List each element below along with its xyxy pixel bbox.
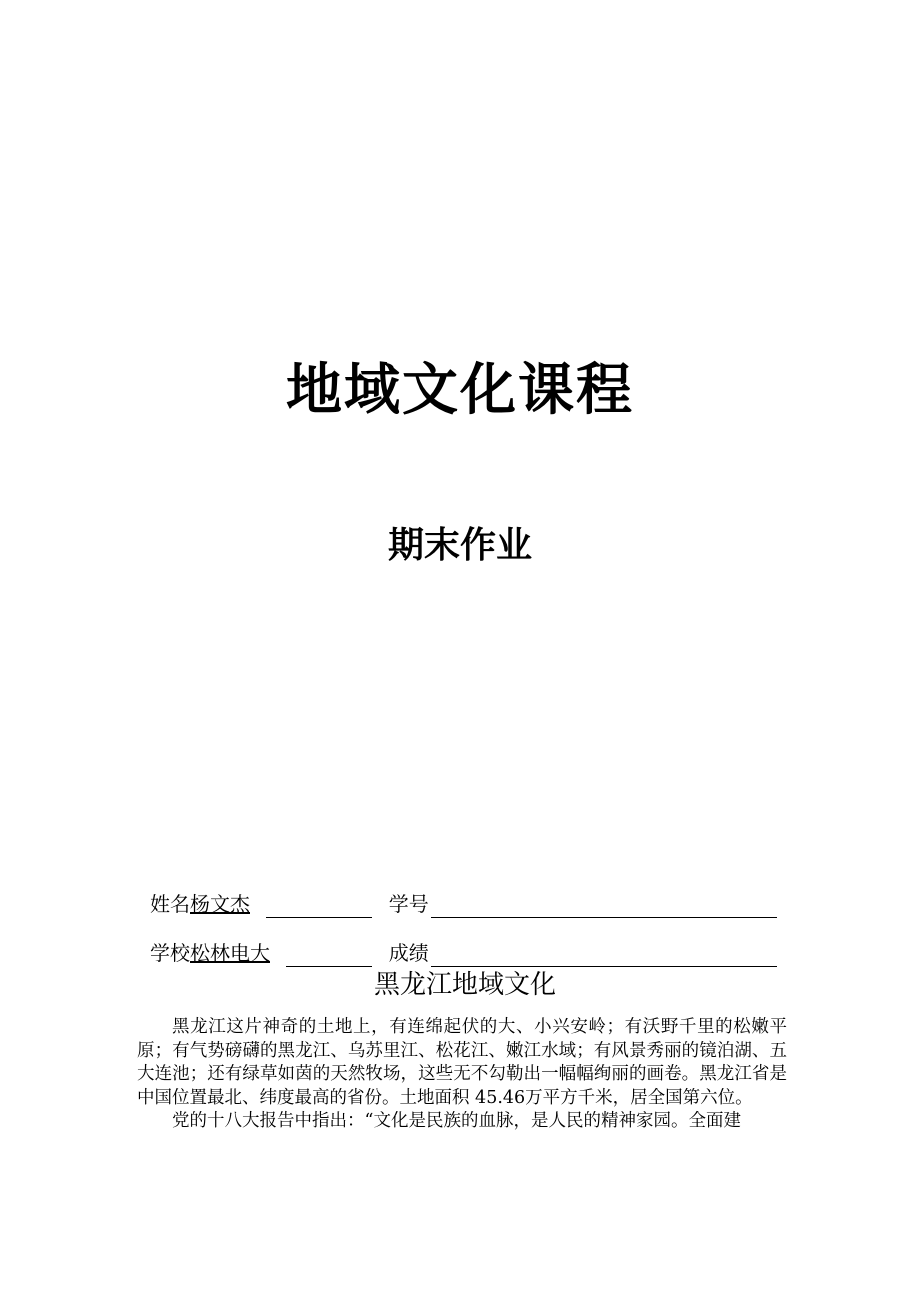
info-row-school-grade (150, 939, 777, 967)
grade-label: 成绩 (388, 941, 429, 965)
student-id-label: 学号 (388, 892, 429, 916)
school-blank-line (286, 946, 372, 967)
name-value: 杨文杰 (190, 892, 250, 916)
course-title: 地域文化课程 (286, 358, 634, 423)
student-id-field (431, 897, 777, 918)
info-row-name-id (150, 890, 777, 918)
assignment-subtitle: 期末作业 (387, 525, 532, 566)
essay-paragraph: 党的十八大报告中指出：“文化是民族的血脉，是人民的精神家园。全面建 (172, 1111, 741, 1131)
school-label: 学校 (150, 941, 190, 965)
school-value: 松林电大 (190, 941, 270, 965)
essay-paragraph: 黑龙江这片神奇的土地上，有连绵起伏的大、小兴安岭；有沃野千里的松嫩平原；有气势磅礴的黑龙江、乌苏里江、松花江、嫩江水域；有风景秀丽的镜泊湖、五大连池；还有绿草如茵的天然牧场，这些无不勾勒出一幅幅绚丽的画卷。黑龙江省是中国位置最北、纬度最高的省份。土地面积 45.46万平方千米，居全国第六位。 (137, 1017, 787, 1108)
name-label: 姓名 (150, 892, 190, 916)
essay-body (137, 1016, 787, 1134)
grade-field (431, 946, 777, 967)
essay-title: 黑龙江地域文化 (373, 970, 556, 1000)
name-blank-line (266, 897, 372, 918)
